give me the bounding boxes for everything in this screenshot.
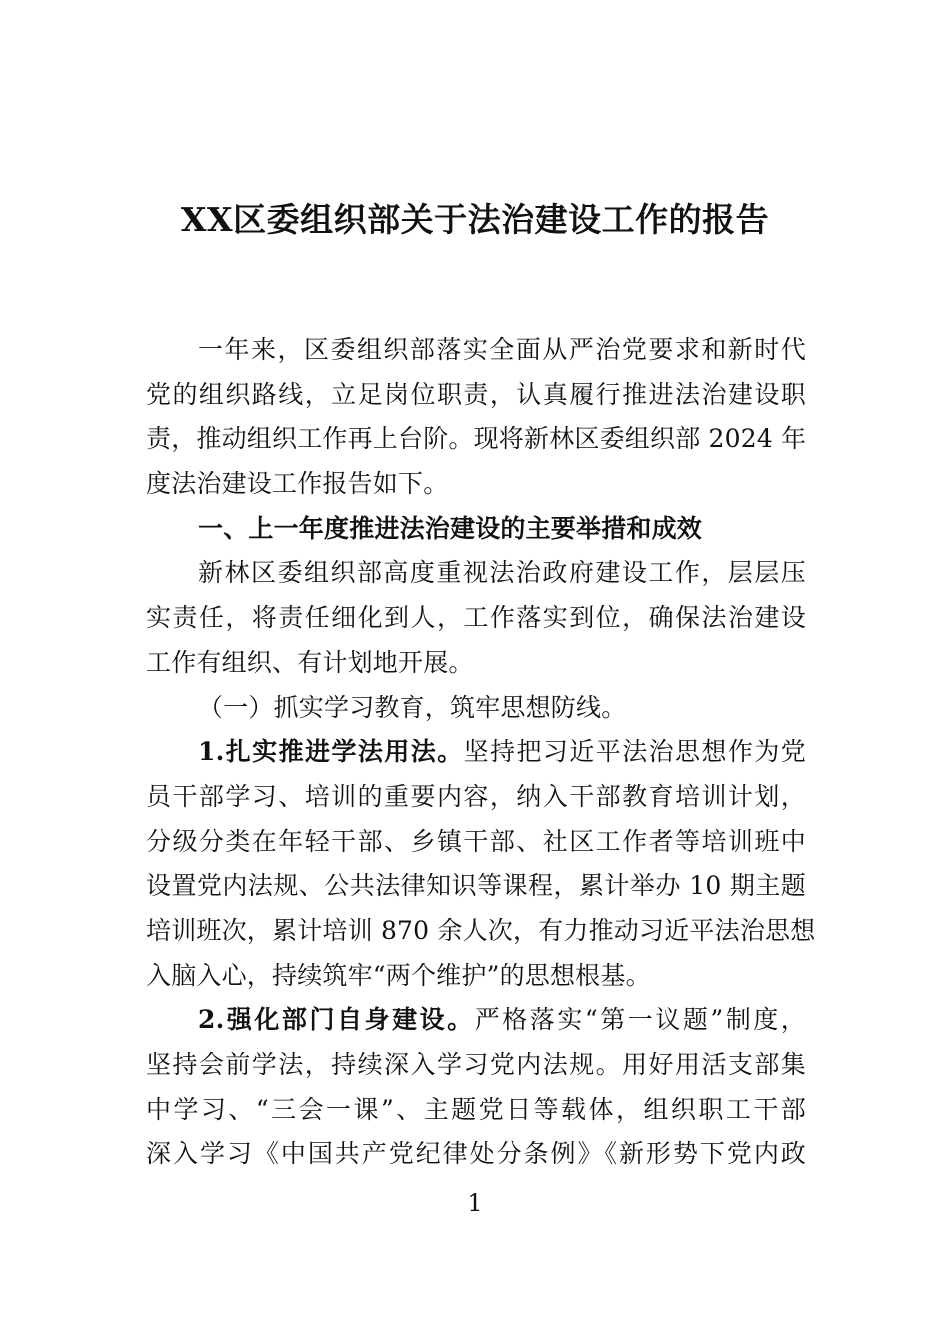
paragraph-line: 分级分类在年轻干部、乡镇干部、社区工作者等培训班中 [146, 826, 806, 856]
item-text: 严格落实“第一议题”制度， [474, 1005, 806, 1035]
paragraph-line: 坚持会前学法，持续深入学习党内法规。用好用活支部集 [146, 1050, 806, 1079]
subsection-heading: （一）抓实学习教育，筑牢思想防线。 [198, 692, 627, 722]
section-heading: 一、上一年度推进法治建设的主要举措和成效 [198, 513, 703, 543]
item-lead: 1.扎实推进学法用法。 [198, 737, 464, 767]
paragraph-line: 培训班次，累计培训 870 余人次，有力推动习近平法治思想 [146, 915, 816, 945]
document-body [146, 328, 816, 1177]
paragraph-line: 入脑入心，持续筑牢“两个维护”的思想根基。 [146, 960, 651, 990]
item-lead: 2.强化部门自身建设。 [198, 1005, 475, 1035]
paragraph-line: 工作有组织、有计划地开展。 [146, 647, 474, 677]
paragraph-line: 责，推动组织工作再上台阶。现将新林区委组织部 2024 年 [146, 424, 807, 454]
paragraph-line: 一年来，区委组织部落实全面从严治党要求和新时代 [198, 335, 806, 364]
paragraph-line: 实责任，将责任细化到人，工作落实到位，确保法治建设 [146, 603, 806, 633]
document-title: XX区委组织部关于法治建设工作的报告 [180, 200, 770, 239]
paragraph-line: 度法治建设工作报告如下。 [146, 469, 449, 499]
item-text: 坚持把习近平法治思想作为党 [463, 737, 806, 767]
paragraph-line: 党的组织路线，立足岗位职责，认真履行推进法治建设职 [146, 379, 806, 409]
paragraph-line: 深入学习《中国共产党纪律处分条例》《新形势下党内政 [146, 1139, 806, 1169]
page-number: 1 [467, 1189, 483, 1217]
paragraph-line: 设置党内法规、公共法律知识等课程，累计举办 10 期主题 [146, 871, 806, 901]
paragraph-line: 新林区委组织部高度重视法治政府建设工作，层层压 [198, 558, 806, 588]
paragraph-line: 员干部学习、培训的重要内容，纳入干部教育培训计划， [146, 781, 806, 811]
paragraph-line: 中学习、“三会一课”、主题党日等载体，组织职工干部 [146, 1094, 806, 1124]
paragraph-line [146, 998, 806, 1043]
paragraph-line [146, 730, 806, 775]
